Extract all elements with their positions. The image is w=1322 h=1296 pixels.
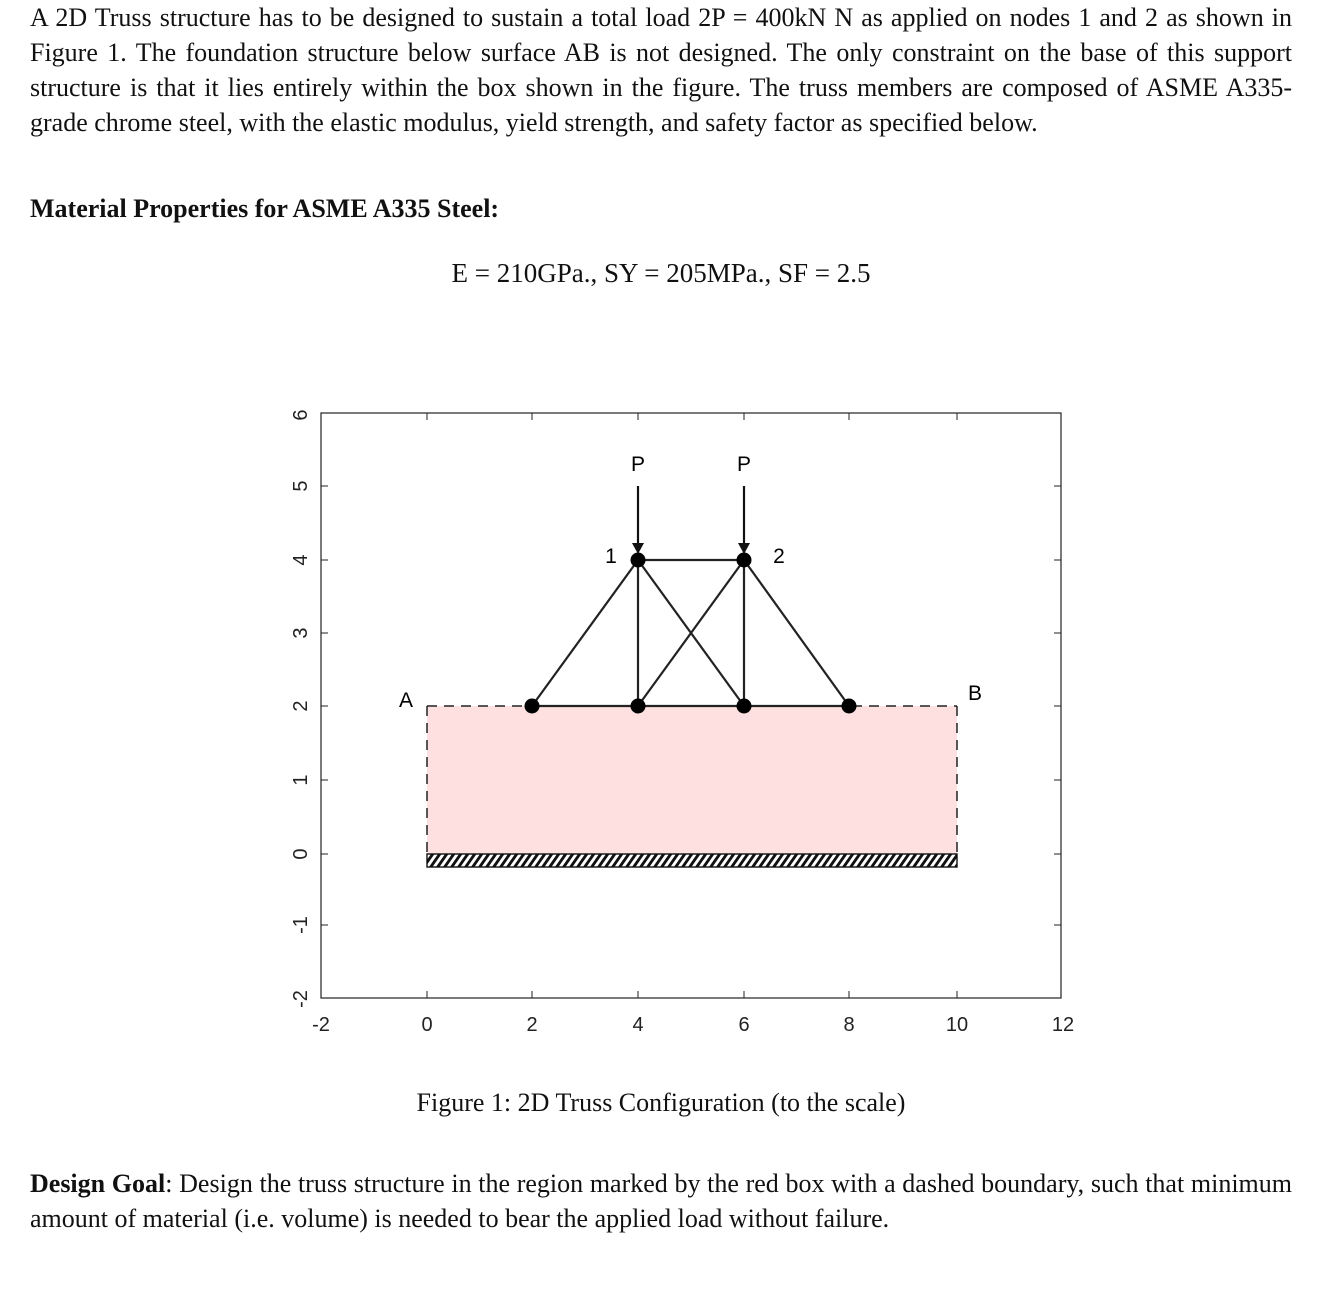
node-1: [631, 553, 646, 568]
y-tick-label: 0: [290, 848, 312, 860]
x-tick-label: -2: [312, 1014, 330, 1036]
load-arrowhead-2: [738, 543, 750, 554]
load-arrowhead-1: [632, 543, 644, 554]
node-base-1: [525, 699, 540, 714]
x-tick-labels: [312, 1014, 1074, 1036]
label-b: B: [967, 682, 983, 705]
material-heading: Material Properties for ASME A335 Steel:: [30, 194, 500, 223]
y-tick-label: -1: [290, 916, 312, 934]
node-base-3: [737, 699, 752, 714]
y-tick-label: 6: [290, 409, 312, 421]
load-label-1: P: [630, 453, 646, 476]
x-tick-label: 2: [526, 1014, 538, 1036]
node-2: [737, 553, 752, 568]
material-equation: E = 210GPa., SY = 205MPa., SF = 2.5: [451, 258, 871, 288]
x-tick-label: 10: [945, 1014, 969, 1036]
node-2-label: 2: [773, 545, 785, 568]
x-tick-label: 6: [738, 1014, 750, 1036]
truss-members: [532, 560, 849, 706]
design-region: [427, 706, 957, 854]
y-tick-label: -2: [290, 990, 312, 1008]
design-goal-paragraph: [30, 1166, 1292, 1236]
figure-caption: Figure 1: 2D Truss Configuration (to the scale): [416, 1088, 906, 1117]
design-goal-text: : Design the truss structure in the region marked by the red box with a dashed boundary, such that minimum amount of material (i.e. volume) is needed to bear the applied load without failure.: [30, 1169, 1292, 1233]
y-tick-label: 5: [290, 480, 312, 492]
x-tick-label: 0: [421, 1014, 433, 1036]
y-tick-label: 1: [290, 774, 312, 786]
y-tick-labels: [290, 409, 312, 1007]
label-a: A: [398, 689, 414, 712]
truss-right-diagonal: [744, 560, 849, 706]
node-base-4: [842, 699, 857, 714]
design-goal-label: Design Goal: [30, 1169, 166, 1198]
load-arrows: [632, 486, 750, 554]
load-label-2: P: [736, 453, 752, 476]
node-1-label: 1: [605, 545, 617, 568]
x-tick-label: 8: [843, 1014, 855, 1036]
y-tick-label: 3: [290, 627, 312, 639]
x-tick-label: 4: [632, 1014, 644, 1036]
intro-paragraph: A 2D Truss structure has to be designed to sustain a total load 2P = 400kN N as applied on nodes 1 and 2 as shown in Figure 1. The foundation structure below surface AB is not designed. The only constraint on the base of this support structure is that it lies entirely within the box shown in the figure. The truss members are composed of ASME A335-grade chrome steel, with the elastic modulus, yield strength, and safety factor as specified below.: [30, 3, 1292, 137]
truss-left-diagonal: [532, 560, 638, 706]
node-base-2: [631, 699, 646, 714]
ground-hatch: [427, 854, 957, 867]
y-tick-label: 4: [290, 554, 312, 566]
x-tick-label: 12: [1051, 1014, 1075, 1036]
y-tick-label: 2: [290, 700, 312, 712]
truss-figure: [0, 380, 1322, 1060]
